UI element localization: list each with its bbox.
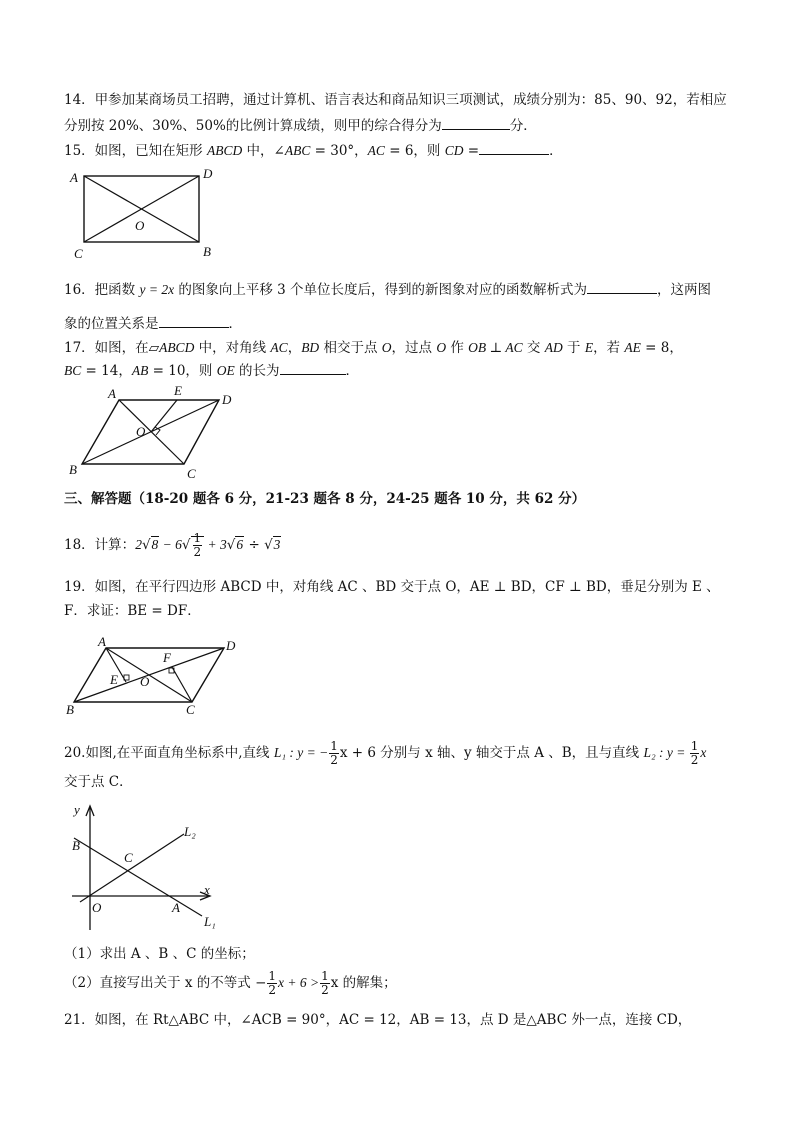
q19-label-b: B <box>66 702 74 717</box>
q17-label-d: D <box>222 392 232 407</box>
q17-text: = 10，则 <box>148 363 217 379</box>
q16-text: ，这两图 <box>657 282 712 298</box>
q20-sub2-text: x 的解集； <box>330 975 397 991</box>
q17-text: 交 <box>522 340 545 356</box>
q16-answer-blank-1 <box>587 279 657 294</box>
q14-end: 分． <box>509 118 537 134</box>
q17-ae: AE <box>624 340 641 355</box>
q20-line1 <box>64 738 706 768</box>
q17-text: = 8， <box>640 340 683 356</box>
q17-oe: OE <box>216 363 235 378</box>
q16-function: y = 2x <box>139 282 175 297</box>
q17-label-a: A <box>108 386 116 401</box>
q17-text: 中，对角线 <box>194 340 271 356</box>
q20-sub2-fraction-1-num: 1 <box>268 969 277 983</box>
q20-fraction-1-num: 1 <box>330 739 338 753</box>
q19-line1: 19．如图，在平行四边形 ABCD 中，对角线 AC 、BD 交于点 O，AE ⊥ BD，CF ⊥ BD，垂足分别为 E 、 <box>64 579 720 595</box>
q20-label-o: O <box>92 900 102 915</box>
q20-label-b: B <box>72 838 80 853</box>
q16-line2 <box>64 313 242 334</box>
q20-sub2-fraction-1-den: 2 <box>268 983 277 997</box>
q17-text: 17．如图，在 <box>64 340 149 356</box>
q15-cd: CD <box>444 143 464 158</box>
q18-term: − 6 <box>159 537 182 552</box>
q20-sub2-fraction-1 <box>267 970 277 997</box>
q17-perpendicular: OB ⊥ AC <box>468 340 523 355</box>
q18-fraction-num: 1 <box>193 531 202 545</box>
q15-line <box>64 140 563 161</box>
q17-label-b: B <box>69 462 77 477</box>
q20-l2: L₂ <box>643 745 656 760</box>
q19-label-c: C <box>186 702 195 717</box>
q18-radicand-1: 8 <box>151 537 159 552</box>
q15-label-d: D <box>203 166 213 181</box>
q16-text: 16．把函数 <box>64 282 140 298</box>
q19-label-a: A <box>98 634 106 649</box>
q20-label-a: A <box>172 900 180 915</box>
q15-rect-name: ABCD <box>206 143 243 158</box>
q17-label-c: C <box>187 466 196 481</box>
q18-radicand-3: 3 <box>273 537 281 552</box>
q20-sub2-fraction-2-num: 1 <box>321 969 329 983</box>
q14-line2 <box>64 115 537 136</box>
q17-parallelogram-figure <box>64 382 244 482</box>
q19-segment-cf <box>172 667 192 702</box>
q20-fraction-2-den: 2 <box>690 753 699 767</box>
q20-fraction-2-num: 1 <box>690 739 699 753</box>
q17-o: O <box>436 340 447 355</box>
q16-text: 的图象向上平移 3 个单位长度后，得到的新图象对应的函数解析式为 <box>174 282 588 298</box>
q17-o: O <box>381 340 392 355</box>
q20-sub2-fraction-2 <box>320 970 330 997</box>
q15-label-b: B <box>203 244 211 259</box>
q18-term: ÷ <box>244 537 265 553</box>
q19-line2: F．求证：BE = DF． <box>64 603 201 619</box>
q17-end: ． <box>345 363 360 379</box>
q20-label-c: C <box>124 850 133 865</box>
q15-angle: ABC <box>284 143 311 158</box>
q18-term: 2 <box>135 537 142 552</box>
q17-label-e: E <box>174 383 182 398</box>
q17-bd: BD <box>301 340 320 355</box>
q18-radicand-2: 6 <box>236 537 244 552</box>
q17-parallelogram: ▱ABCD <box>148 340 195 355</box>
q17-line2 <box>64 360 359 381</box>
q14-answer-blank <box>442 115 510 130</box>
q17-text: ， <box>287 340 302 356</box>
q18-term: + 3 <box>204 537 227 552</box>
q17-text: 作 <box>446 340 469 356</box>
q17-answer-blank <box>280 360 346 375</box>
q17-text: ，若 <box>593 340 625 356</box>
q20-equation: : y = − <box>286 745 329 760</box>
q16-answer-blank-2 <box>159 313 229 328</box>
q15-rectangle-figure <box>64 164 224 264</box>
q15-text: 中，∠ <box>242 143 285 159</box>
q20-text: 20.如图,在平面直角坐标系中,直线 <box>64 745 274 761</box>
q20-coordinate-figure <box>64 798 234 936</box>
q16-text: 象的位置关系是 <box>64 316 159 332</box>
q20-sub2 <box>64 968 397 998</box>
q20-fraction-2 <box>690 740 700 767</box>
q14-line1: 14．甲参加某商场员工招聘，通过计算机、语言表达和商品知识三项测试，成绩分别为：85、90、92，若相应 <box>64 92 727 108</box>
q17-text: 相交于点 <box>319 340 382 356</box>
q15-label-c: C <box>74 246 83 261</box>
q17-label-o: O <box>136 424 146 439</box>
q17-e: E <box>584 340 594 355</box>
q20-equation: x <box>700 745 707 760</box>
q20-sub2-expr: x + 6 > <box>278 975 320 990</box>
q20-label-x: x <box>204 882 210 897</box>
q21-line1: 21．如图，在 Rt△ABC 中，∠ACB = 90°，AC = 12，AB = 13，点 D 是△ABC 外一点，连接 CD， <box>64 1012 692 1028</box>
q19-parallelogram-figure <box>64 634 254 718</box>
q20-label-y: y <box>74 802 80 817</box>
q18-fraction-den: 2 <box>193 545 202 559</box>
q20-equation: : y = <box>655 745 689 760</box>
q15-ac: AC <box>367 143 385 158</box>
section-3-heading: 三、解答题（18-20 题各 6 分，21-23 题各 8 分，24-25 题各 10 分，共 62 分） <box>64 491 586 507</box>
q15-end: ． <box>549 143 563 159</box>
q17-ad: AD <box>544 340 563 355</box>
q15-label-o: O <box>135 218 145 233</box>
q17-ab: AB <box>131 363 149 378</box>
q20-sub2-fraction-2-den: 2 <box>321 983 329 997</box>
q20-sub2-text: （2）直接写出关于 x 的不等式 − <box>64 975 267 991</box>
q16-end: ． <box>228 316 242 332</box>
q14-text: 分别按 20%、30%、50%的比例计算成绩，则甲的综合得分为 <box>64 118 442 134</box>
q19-label-e: E <box>110 672 118 687</box>
q17-diagonal-bd <box>82 400 219 464</box>
q15-answer-blank <box>479 140 549 155</box>
q20-line-l2 <box>80 834 184 902</box>
q19-label-d: D <box>226 638 236 653</box>
q18-fraction <box>193 532 203 559</box>
q17-text: 于 <box>562 340 585 356</box>
q17-text: 的长为 <box>234 363 280 379</box>
q20-label-l2: L₂ <box>184 824 196 839</box>
q15-text: = 6，则 <box>384 143 445 159</box>
q15-text: = 30°， <box>310 143 368 159</box>
q15-text: 15．如图，已知在矩形 <box>64 143 207 159</box>
q20-l1: L₁ <box>273 745 287 760</box>
q20-label-l1: L₁ <box>204 914 216 929</box>
q17-text: = 14， <box>81 363 132 379</box>
q20-sub1: （1）求出 A 、B 、C 的坐标； <box>64 946 255 962</box>
q15-text: = <box>463 143 480 159</box>
q20-line2: 交于点 C． <box>64 774 133 790</box>
q20-text: x + 6 分别与 x 轴、y 轴交于点 A 、B，且与直线 <box>339 745 644 761</box>
q17-line1 <box>64 338 683 358</box>
q20-fraction-1 <box>329 740 339 767</box>
q15-label-a: A <box>70 170 78 185</box>
q18-label: 18．计算： <box>64 537 136 553</box>
q20-fraction-1-den: 2 <box>330 753 338 767</box>
q19-label-f: F <box>163 650 171 665</box>
q17-bc: BC <box>64 363 82 378</box>
q18-line: 18．计算：2√8 − 6√ $\frac{1}{2}$ + 3√6 ÷ √3 <box>64 531 281 559</box>
q19-label-o: O <box>140 674 150 689</box>
q16-line1 <box>64 279 711 300</box>
q17-text: ，过点 <box>391 340 437 356</box>
q17-ac: AC <box>270 340 288 355</box>
